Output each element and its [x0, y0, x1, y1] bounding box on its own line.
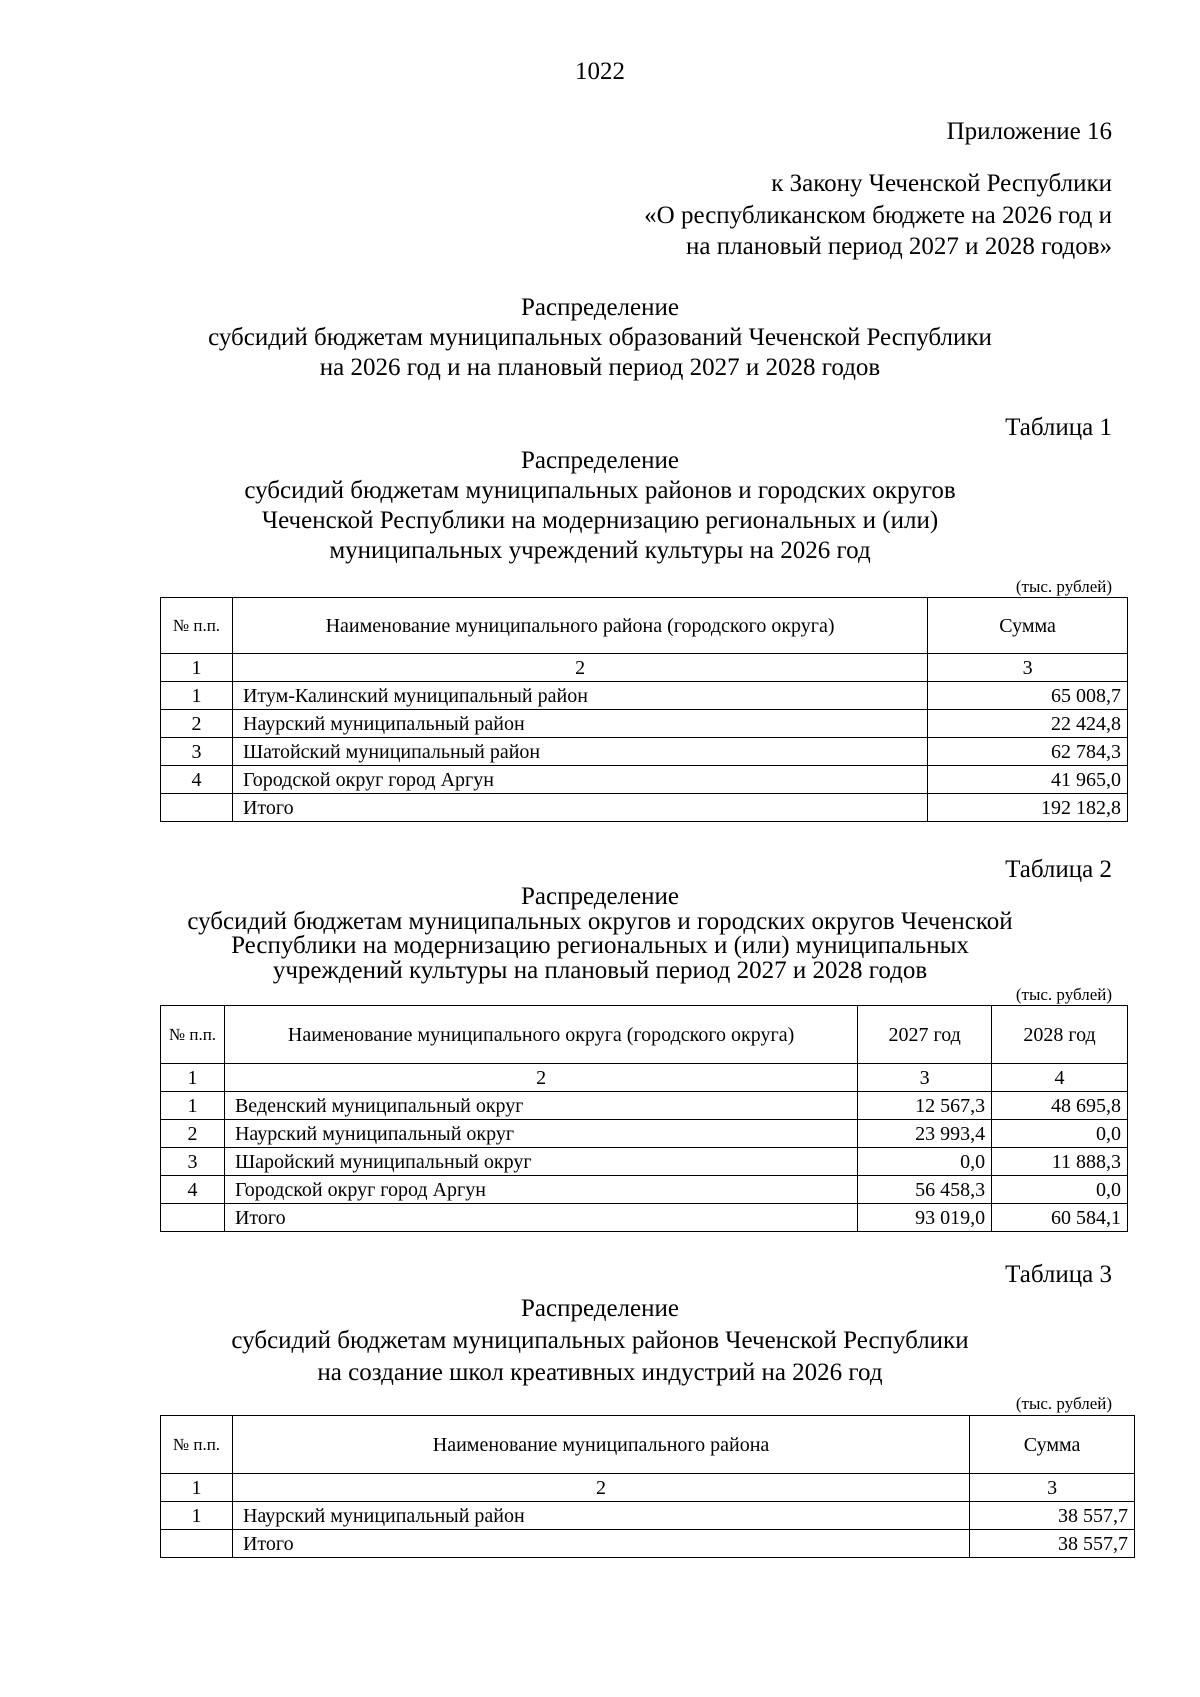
row-2027: 0,0 [858, 1148, 992, 1176]
table3-header-name: Наименование муниципального района [232, 1416, 969, 1474]
main-title-line-1: Распределение [521, 294, 679, 321]
row-name: Наурский муниципальный район [232, 710, 927, 738]
annex-label: Приложение 16 [946, 118, 1112, 145]
table-row [161, 1176, 1128, 1204]
row-2027: 12 567,3 [858, 1092, 992, 1120]
row-number: 2 [161, 1120, 225, 1148]
table1-title-line-1: Распределение [521, 447, 679, 474]
row-2027: 23 993,4 [858, 1120, 992, 1148]
total-label: Итого [232, 1530, 969, 1558]
row-number: 3 [161, 738, 233, 766]
total-number [161, 1530, 233, 1558]
page-number: 1022 [575, 58, 625, 85]
row-sum: 38 557,7 [970, 1502, 1135, 1530]
table-row [161, 738, 1128, 766]
law-reference [644, 168, 1112, 263]
table2-title-line-2: субсидий бюджетам муниципальных округов и городских округов Чеченской [187, 907, 1013, 935]
table2-title-line-4: учреждений культуры на плановый период 2027 и 2028 годов [272, 956, 928, 984]
total-number [161, 1204, 225, 1232]
table3-col-number-row [161, 1474, 1135, 1502]
total-2028: 60 584,1 [992, 1204, 1128, 1232]
table1-header-sum: Сумма [928, 598, 1128, 654]
table2-units: (тыс. рублей) [1015, 985, 1112, 1004]
row-name: Городской округ город Аргун [224, 1176, 857, 1204]
main-title-line-2: субсидий бюджетам муниципальных образований Чеченской Республики [208, 324, 992, 351]
total-label: Итого [224, 1204, 857, 1232]
row-sum: 65 008,7 [928, 682, 1128, 710]
table1-total-row [161, 794, 1128, 822]
table2-title-line-3: Республики на модернизацию региональных и (или) муниципальных [231, 932, 969, 959]
table1-title-line-4: муниципальных учреждений культуры на 2026 год [329, 537, 871, 564]
table3-header-row [161, 1416, 1135, 1474]
total-label: Итого [232, 794, 927, 822]
main-title-line-3: на 2026 год и на плановый период 2027 и 2028 годов [319, 354, 881, 381]
row-name: Наурский муниципальный округ [224, 1120, 857, 1148]
table1-col-number-row [161, 654, 1128, 682]
table3-label: Таблица 3 [1005, 1261, 1112, 1288]
row-name: Веденский муниципальный округ [224, 1092, 857, 1120]
table1 [160, 597, 1128, 822]
row-number: 1 [161, 1502, 233, 1530]
total-number [161, 794, 233, 822]
table2-col-number: 4 [992, 1064, 1128, 1092]
table2-col-number: 1 [161, 1064, 225, 1092]
row-2028: 0,0 [992, 1120, 1128, 1148]
table2-header-row [161, 1006, 1128, 1064]
row-number: 2 [161, 710, 233, 738]
table2 [160, 1005, 1128, 1232]
row-sum: 62 784,3 [928, 738, 1128, 766]
table1-header-num: № п.п. [161, 598, 233, 654]
row-name: Городской округ город Аргун [232, 766, 927, 794]
table-row [161, 710, 1128, 738]
table2-header-2028: 2028 год [992, 1006, 1128, 1064]
table2-title-line-1: Распределение [521, 883, 679, 910]
table3-col-number: 2 [232, 1474, 969, 1502]
table3-title-line-1: Распределение [521, 1295, 679, 1322]
row-2028: 0,0 [992, 1176, 1128, 1204]
table1-col-number: 2 [232, 654, 927, 682]
table2-total-row [161, 1204, 1128, 1232]
table-row [161, 1092, 1128, 1120]
total-2027: 93 019,0 [858, 1204, 992, 1232]
table-row [161, 1148, 1128, 1176]
row-name: Шатойский муниципальный район [232, 738, 927, 766]
table-row [161, 682, 1128, 710]
table-row [161, 766, 1128, 794]
table1-col-number: 3 [928, 654, 1128, 682]
row-number: 1 [161, 1092, 225, 1120]
row-name: Итум-Калинский муниципальный район [232, 682, 927, 710]
table-row [161, 1502, 1135, 1530]
law-ref-line-3: на плановый период 2027 и 2028 годов» [686, 233, 1112, 260]
table1-col-number: 1 [161, 654, 233, 682]
row-2028: 48 695,8 [992, 1092, 1128, 1120]
table3-units: (тыс. рублей) [1015, 1394, 1112, 1413]
row-sum: 41 965,0 [928, 766, 1128, 794]
table3-col-number: 3 [970, 1474, 1135, 1502]
table3-title-line-3: на создание школ креативных индустрий на 2026 год [317, 1359, 883, 1386]
row-number: 3 [161, 1148, 225, 1176]
table1-title-line-3: Чеченской Республики на модернизацию региональных и (или) [261, 507, 939, 534]
row-sum: 22 424,8 [928, 710, 1128, 738]
table-row [161, 1120, 1128, 1148]
table3-col-number: 1 [161, 1474, 233, 1502]
row-number: 1 [161, 682, 233, 710]
table3 [160, 1415, 1135, 1558]
row-number: 4 [161, 766, 233, 794]
law-ref-line-2: «О республиканском бюджете на 2026 год и [644, 201, 1112, 229]
table2-col-number: 3 [858, 1064, 992, 1092]
table2-title [0, 885, 1200, 983]
row-name: Шаройский муниципальный округ [224, 1148, 857, 1176]
main-title [0, 293, 1200, 383]
table2-header-num: № п.п. [161, 1006, 225, 1064]
row-name: Наурский муниципальный район [232, 1502, 969, 1530]
table3-total-row [161, 1530, 1135, 1558]
total-sum: 38 557,7 [970, 1530, 1135, 1558]
table2-col-number: 2 [224, 1064, 857, 1092]
table1-title-line-2: субсидий бюджетам муниципальных районов и городских округов [244, 477, 956, 504]
table3-header-sum: Сумма [970, 1416, 1135, 1474]
table1-title [0, 446, 1200, 566]
table2-col-number-row [161, 1064, 1128, 1092]
row-2027: 56 458,3 [858, 1176, 992, 1204]
row-2028: 11 888,3 [992, 1148, 1128, 1176]
table1-header-name: Наименование муниципального района (городского округа) [232, 598, 927, 654]
table2-label: Таблица 2 [1005, 856, 1112, 883]
table2-header-2027: 2027 год [858, 1006, 992, 1064]
table2-header-name: Наименование муниципального округа (городского округа) [224, 1006, 857, 1064]
table3-header-num: № п.п. [161, 1416, 233, 1474]
table1-label: Таблица 1 [1005, 414, 1112, 441]
table1-units: (тыс. рублей) [1015, 577, 1112, 596]
table3-title-line-2: субсидий бюджетам муниципальных районов Чеченской Республики [231, 1327, 969, 1354]
total-sum: 192 182,8 [928, 794, 1128, 822]
table3-title [0, 1293, 1200, 1389]
table1-header-row [161, 598, 1128, 654]
law-ref-line-1: к Закону Чеченской Республики [771, 170, 1112, 197]
row-number: 4 [161, 1176, 225, 1204]
